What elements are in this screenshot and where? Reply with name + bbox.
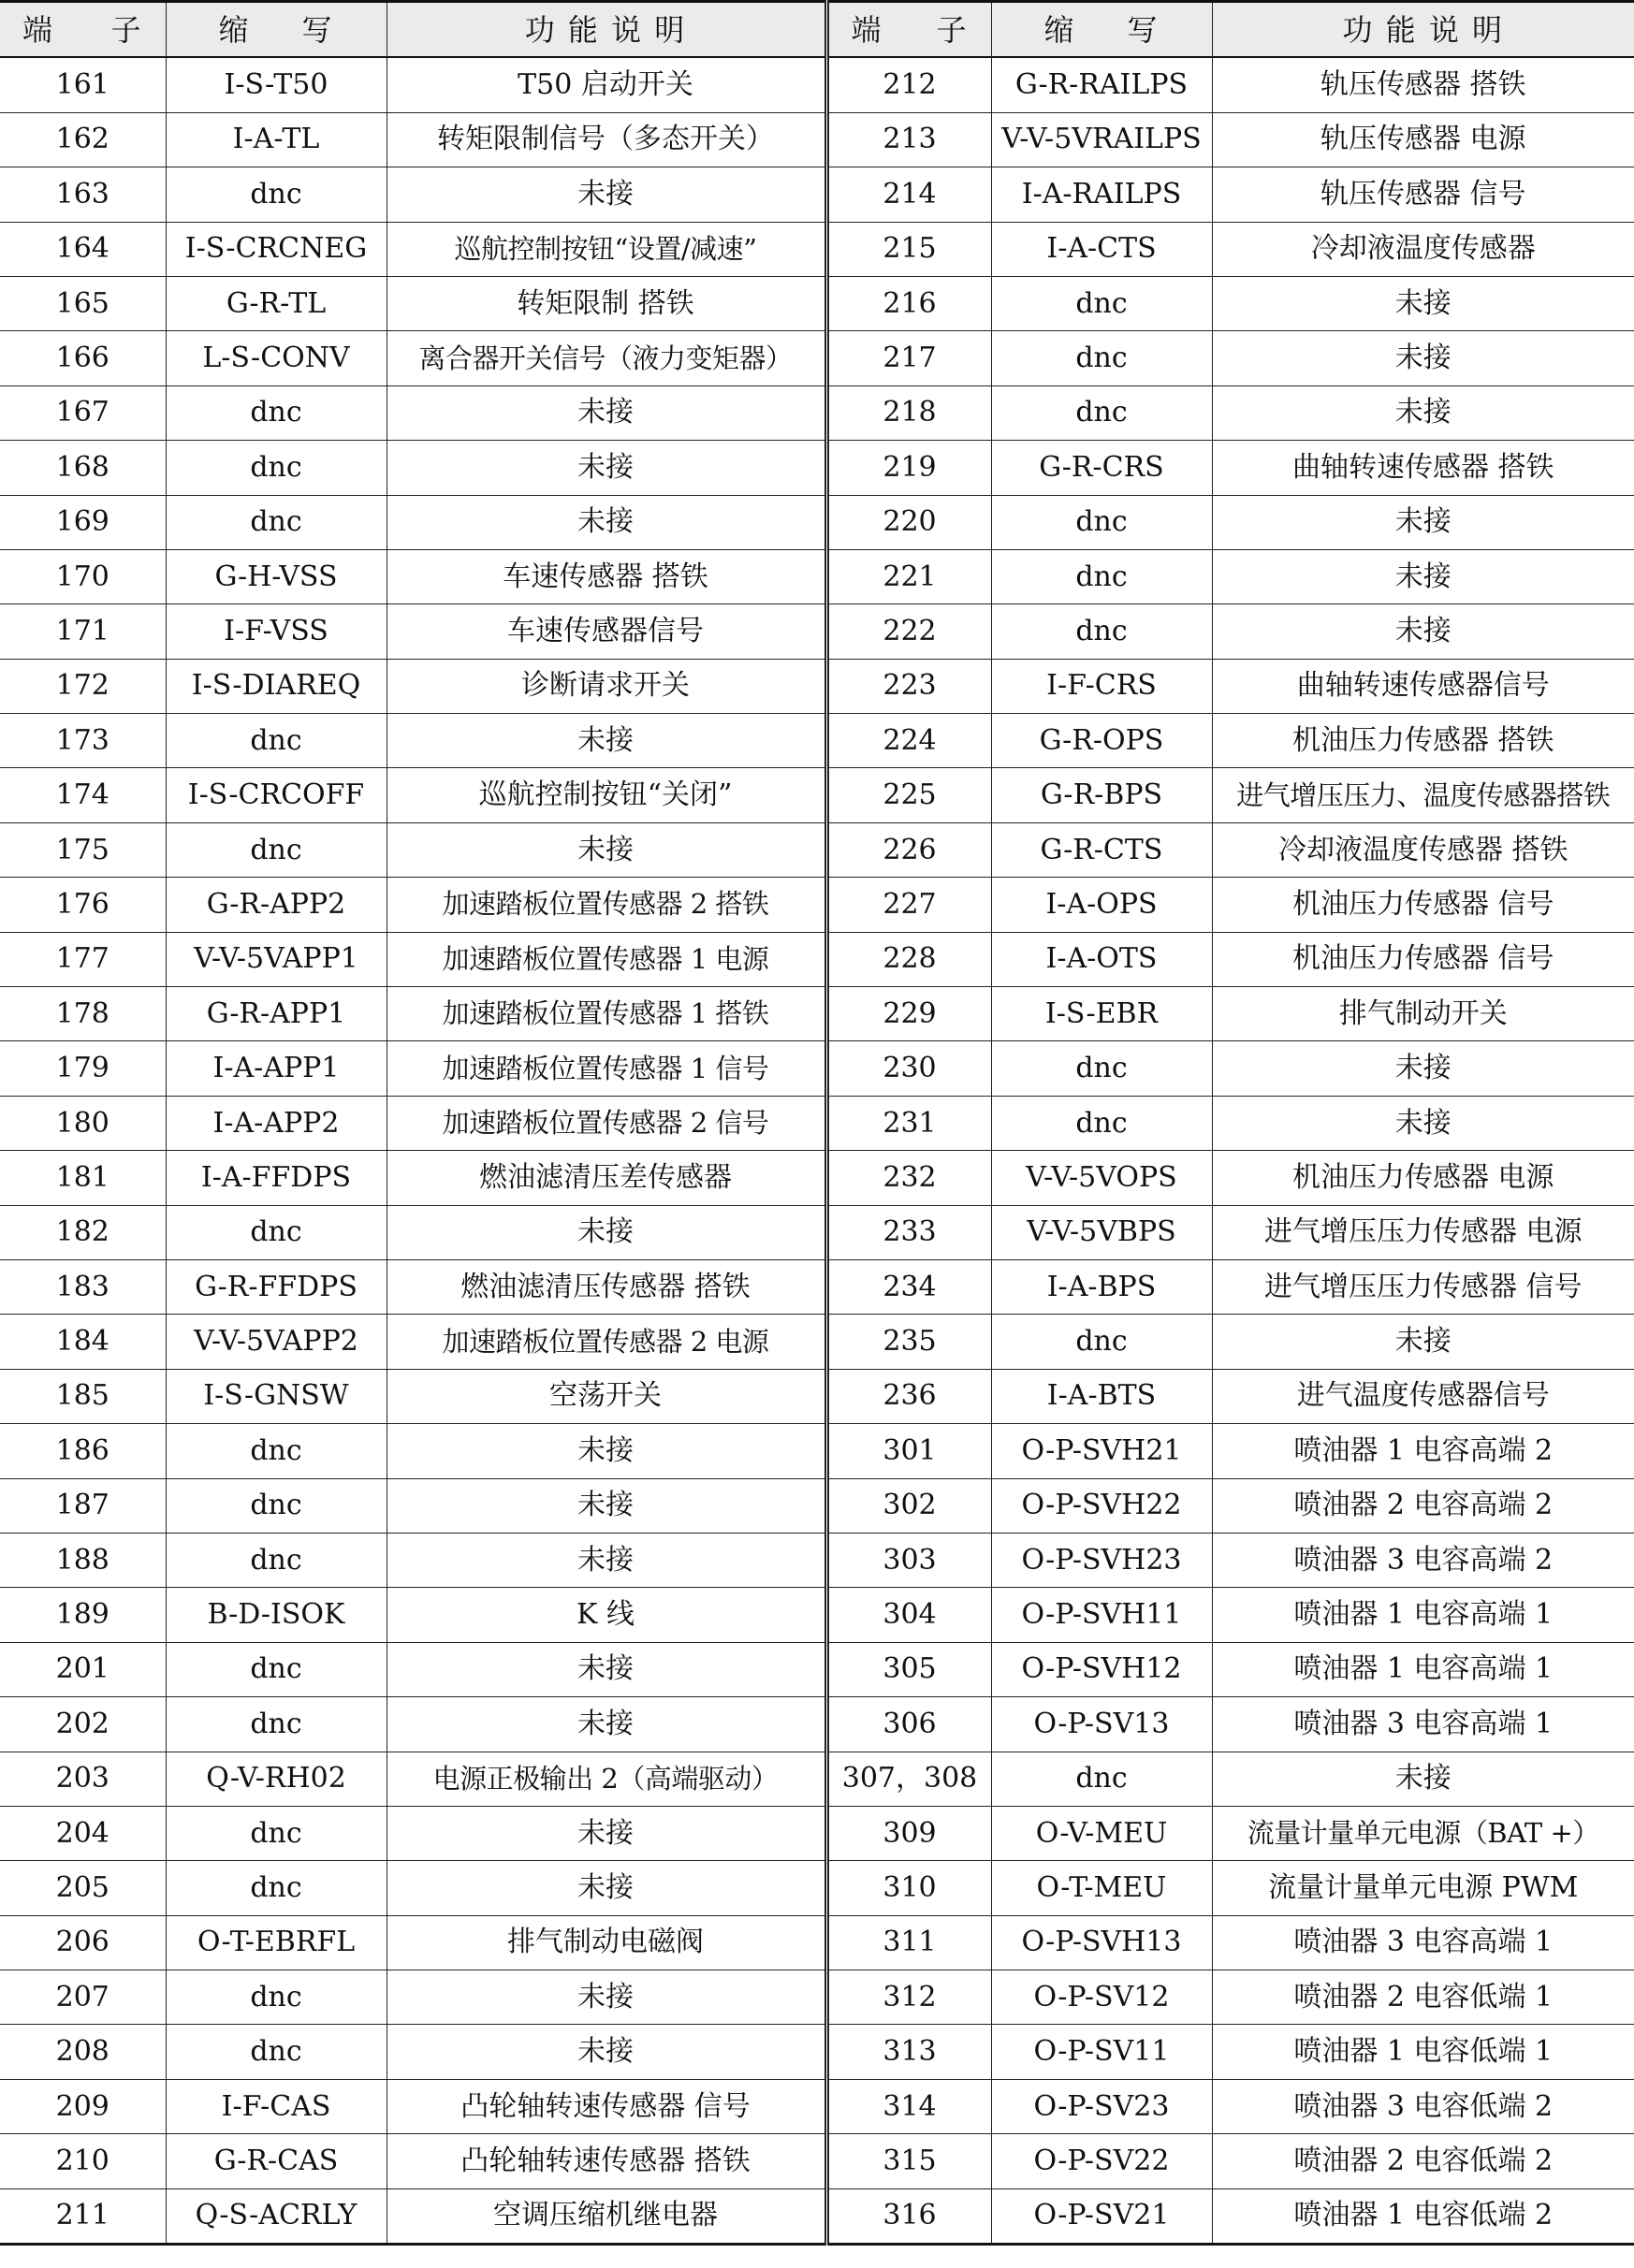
abbr-cell-right: I-F-CRS	[991, 659, 1212, 713]
abbr-cell-left: dnc	[166, 1478, 387, 1533]
abbr-cell-right: dnc	[991, 385, 1212, 440]
abbr-cell-left: I-A-APP1	[166, 1041, 387, 1096]
desc-cell-right: 进气增压压力传感器 信号	[1212, 1259, 1634, 1314]
table-row	[0, 822, 1634, 877]
pin-cell-left: 176	[0, 878, 166, 932]
pin-cell-left: 187	[0, 1478, 166, 1533]
pin-cell-left: 208	[0, 2025, 166, 2079]
desc-cell-left: 未接	[387, 167, 826, 222]
desc-cell-left: 未接	[387, 1478, 826, 1533]
abbr-cell-left: B-D-ISOK	[166, 1588, 387, 1642]
desc-cell-right: 喷油器 1 电容高端 2	[1212, 1424, 1634, 1478]
abbr-cell-right: dnc	[991, 1041, 1212, 1096]
desc-cell-right: 喷油器 2 电容低端 2	[1212, 2134, 1634, 2188]
desc-cell-left: 未接	[387, 441, 826, 495]
pin-cell-right: 301	[826, 1424, 991, 1478]
pin-cell-right: 233	[826, 1205, 991, 1259]
pin-cell-right: 309	[826, 1806, 991, 1860]
table-row	[0, 2188, 1634, 2244]
abbr-cell-left: dnc	[166, 1205, 387, 1259]
pin-cell-left: 164	[0, 222, 166, 276]
table-row	[0, 549, 1634, 603]
table-row	[0, 1151, 1634, 1205]
desc-cell-left: 未接	[387, 495, 826, 549]
pin-cell-left: 166	[0, 331, 166, 385]
desc-cell-right: 机油压力传感器 搭铁	[1212, 714, 1634, 768]
desc-cell-right: 喷油器 1 电容低端 2	[1212, 2188, 1634, 2244]
abbr-cell-left: I-A-APP2	[166, 1096, 387, 1150]
abbr-cell-right: O-P-SV12	[991, 1970, 1212, 2025]
desc-cell-right: 轨压传感器 搭铁	[1212, 57, 1634, 112]
pin-cell-left: 170	[0, 549, 166, 603]
pin-cell-left: 169	[0, 495, 166, 549]
desc-cell-left: 加速踏板位置传感器 1 电源	[387, 932, 826, 986]
desc-cell-left: 未接	[387, 714, 826, 768]
pin-cell-right: 304	[826, 1588, 991, 1642]
abbr-cell-left: I-F-CAS	[166, 2079, 387, 2133]
abbr-cell-right: dnc	[991, 549, 1212, 603]
desc-cell-right: 未接	[1212, 1752, 1634, 1806]
abbr-cell-left: G-R-APP1	[166, 987, 387, 1041]
pin-cell-left: 177	[0, 932, 166, 986]
table-row	[0, 604, 1634, 659]
abbr-cell-left: dnc	[166, 1533, 387, 1587]
abbr-cell-right: I-A-BTS	[991, 1369, 1212, 1423]
pin-cell-right: 232	[826, 1151, 991, 1205]
desc-cell-left: 加速踏板位置传感器 2 信号	[387, 1096, 826, 1150]
abbr-cell-right: I-A-RAILPS	[991, 167, 1212, 222]
pin-cell-right: 313	[826, 2025, 991, 2079]
pin-cell-left: 178	[0, 987, 166, 1041]
desc-cell-right: 冷却液温度传感器	[1212, 222, 1634, 276]
desc-cell-right: 喷油器 1 电容低端 1	[1212, 2025, 1634, 2079]
desc-cell-right: 未接	[1212, 1315, 1634, 1369]
desc-cell-left: 未接	[387, 822, 826, 877]
desc-cell-right: 轨压传感器 电源	[1212, 112, 1634, 167]
table-row	[0, 2134, 1634, 2188]
pin-cell-right: 225	[826, 768, 991, 822]
abbr-cell-right: O-P-SVH23	[991, 1533, 1212, 1587]
desc-cell-right: 喷油器 3 电容高端 1	[1212, 1915, 1634, 1970]
table-row	[0, 1533, 1634, 1587]
desc-cell-left: 燃油滤清压传感器 搭铁	[387, 1259, 826, 1314]
desc-cell-left: 空荡开关	[387, 1369, 826, 1423]
abbr-cell-right: G-R-CTS	[991, 822, 1212, 877]
desc-cell-right: 流量计量单元电源 PWM	[1212, 1861, 1634, 1915]
pin-cell-right: 224	[826, 714, 991, 768]
pin-cell-left: 184	[0, 1315, 166, 1369]
abbr-cell-left: dnc	[166, 385, 387, 440]
table-row	[0, 222, 1634, 276]
table-row	[0, 1752, 1634, 1806]
abbr-cell-left: G-R-TL	[166, 276, 387, 330]
header-desc-right: 功 能 说 明	[1212, 2, 1634, 58]
abbr-cell-right: G-R-OPS	[991, 714, 1212, 768]
table-row	[0, 1424, 1634, 1478]
table-row	[0, 495, 1634, 549]
table-row	[0, 1041, 1634, 1096]
abbr-cell-right: O-P-SVH21	[991, 1424, 1212, 1478]
abbr-cell-right: O-P-SV11	[991, 2025, 1212, 2079]
table-row	[0, 1478, 1634, 1533]
pin-cell-left: 206	[0, 1915, 166, 1970]
pin-cell-left: 203	[0, 1752, 166, 1806]
desc-cell-left: 凸轮轴转速传感器 搭铁	[387, 2134, 826, 2188]
pin-cell-left: 172	[0, 659, 166, 713]
header-abbr-left: 缩 写	[166, 2, 387, 58]
table-row	[0, 878, 1634, 932]
abbr-cell-right: dnc	[991, 1096, 1212, 1150]
abbr-cell-left: I-F-VSS	[166, 604, 387, 659]
desc-cell-right: 冷却液温度传感器 搭铁	[1212, 822, 1634, 877]
pin-cell-left: 179	[0, 1041, 166, 1096]
header-abbr-right: 缩 写	[991, 2, 1212, 58]
table-row	[0, 1369, 1634, 1423]
pin-cell-left: 209	[0, 2079, 166, 2133]
abbr-cell-right: I-A-OPS	[991, 878, 1212, 932]
abbr-cell-left: I-S-CRCNEG	[166, 222, 387, 276]
abbr-cell-right: O-P-SVH13	[991, 1915, 1212, 1970]
table-row	[0, 1697, 1634, 1752]
pin-cell-right: 315	[826, 2134, 991, 2188]
pin-cell-left: 163	[0, 167, 166, 222]
pin-cell-left: 207	[0, 1970, 166, 2025]
pin-cell-left: 168	[0, 441, 166, 495]
desc-cell-left: 未接	[387, 2025, 826, 2079]
abbr-cell-right: O-P-SV22	[991, 2134, 1212, 2188]
table-row	[0, 1970, 1634, 2025]
pin-cell-left: 180	[0, 1096, 166, 1150]
abbr-cell-right: O-P-SVH22	[991, 1478, 1212, 1533]
pin-cell-left: 171	[0, 604, 166, 659]
abbr-cell-left: V-V-5VAPP2	[166, 1315, 387, 1369]
header-desc-left: 功 能 说 明	[387, 2, 826, 58]
table-row	[0, 768, 1634, 822]
desc-cell-right: 喷油器 3 电容高端 1	[1212, 1697, 1634, 1752]
pin-cell-left: 189	[0, 1588, 166, 1642]
desc-cell-right: 流量计量单元电源（BAT +）	[1212, 1806, 1634, 1860]
abbr-cell-right: O-P-SVH11	[991, 1588, 1212, 1642]
pin-cell-left: 185	[0, 1369, 166, 1423]
desc-cell-left: 巡航控制按钮“关闭”	[387, 768, 826, 822]
desc-cell-left: 燃油滤清压差传感器	[387, 1151, 826, 1205]
abbr-cell-right: I-A-OTS	[991, 932, 1212, 986]
table-body	[0, 57, 1634, 2244]
abbr-cell-left: dnc	[166, 167, 387, 222]
desc-cell-left: 加速踏板位置传感器 1 搭铁	[387, 987, 826, 1041]
desc-cell-right: 进气增压压力传感器 电源	[1212, 1205, 1634, 1259]
desc-cell-right: 未接	[1212, 276, 1634, 330]
pin-cell-right: 236	[826, 1369, 991, 1423]
abbr-cell-left: I-S-GNSW	[166, 1369, 387, 1423]
abbr-cell-left: I-A-FFDPS	[166, 1151, 387, 1205]
pin-cell-right: 228	[826, 932, 991, 986]
table-header	[0, 2, 1634, 58]
table-row	[0, 441, 1634, 495]
desc-cell-left: 离合器开关信号（液力变矩器）	[387, 331, 826, 385]
abbr-cell-right: G-R-RAILPS	[991, 57, 1212, 112]
table-row	[0, 112, 1634, 167]
abbr-cell-right: O-P-SVH12	[991, 1642, 1212, 1696]
pin-cell-right: 306	[826, 1697, 991, 1752]
table-row	[0, 1588, 1634, 1642]
pin-cell-right: 230	[826, 1041, 991, 1096]
table-row	[0, 1915, 1634, 1970]
abbr-cell-left: I-A-TL	[166, 112, 387, 167]
abbr-cell-left: dnc	[166, 2025, 387, 2079]
abbr-cell-left: dnc	[166, 1806, 387, 1860]
table-row	[0, 932, 1634, 986]
table-row	[0, 276, 1634, 330]
pin-cell-right: 303	[826, 1533, 991, 1587]
pin-cell-right: 222	[826, 604, 991, 659]
desc-cell-right: 喷油器 1 电容高端 1	[1212, 1642, 1634, 1696]
table-row	[0, 659, 1634, 713]
pin-cell-left: 162	[0, 112, 166, 167]
abbr-cell-left: I-S-DIAREQ	[166, 659, 387, 713]
abbr-cell-right: I-S-EBR	[991, 987, 1212, 1041]
abbr-cell-left: I-S-T50	[166, 57, 387, 112]
desc-cell-left: 空调压缩机继电器	[387, 2188, 826, 2244]
table-row	[0, 1096, 1634, 1150]
desc-cell-right: 未接	[1212, 385, 1634, 440]
table-row	[0, 1259, 1634, 1314]
abbr-cell-right: I-A-BPS	[991, 1259, 1212, 1314]
abbr-cell-left: dnc	[166, 822, 387, 877]
pin-cell-right: 217	[826, 331, 991, 385]
abbr-cell-left: Q-S-ACRLY	[166, 2188, 387, 2244]
pin-cell-left: 201	[0, 1642, 166, 1696]
desc-cell-left: 转矩限制 搭铁	[387, 276, 826, 330]
abbr-cell-right: dnc	[991, 1315, 1212, 1369]
pin-cell-left: 202	[0, 1697, 166, 1752]
desc-cell-left: 车速传感器 搭铁	[387, 549, 826, 603]
desc-cell-left: 未接	[387, 1205, 826, 1259]
pin-cell-right: 312	[826, 1970, 991, 2025]
abbr-cell-left: dnc	[166, 1861, 387, 1915]
abbr-cell-left: G-R-FFDPS	[166, 1259, 387, 1314]
table-row	[0, 331, 1634, 385]
pin-cell-left: 183	[0, 1259, 166, 1314]
abbr-cell-left: G-H-VSS	[166, 549, 387, 603]
abbr-cell-left: G-R-CAS	[166, 2134, 387, 2188]
table-row	[0, 167, 1634, 222]
desc-cell-right: 机油压力传感器 信号	[1212, 878, 1634, 932]
table-row	[0, 385, 1634, 440]
abbr-cell-left: G-R-APP2	[166, 878, 387, 932]
table-row	[0, 1806, 1634, 1860]
desc-cell-left: 诊断请求开关	[387, 659, 826, 713]
desc-cell-right: 未接	[1212, 495, 1634, 549]
desc-cell-right: 未接	[1212, 604, 1634, 659]
desc-cell-right: 未接	[1212, 1041, 1634, 1096]
table-row	[0, 2025, 1634, 2079]
abbr-cell-right: V-V-5VOPS	[991, 1151, 1212, 1205]
pin-cell-left: 173	[0, 714, 166, 768]
desc-cell-left: 巡航控制按钮“设置/减速”	[387, 222, 826, 276]
pin-cell-left: 211	[0, 2188, 166, 2244]
desc-cell-right: 喷油器 2 电容低端 1	[1212, 1970, 1634, 2025]
pin-cell-right: 216	[826, 276, 991, 330]
pin-cell-right: 302	[826, 1478, 991, 1533]
pin-cell-left: 205	[0, 1861, 166, 1915]
pin-cell-right: 231	[826, 1096, 991, 1150]
desc-cell-left: 未接	[387, 1861, 826, 1915]
pin-cell-left: 161	[0, 57, 166, 112]
desc-cell-right: 喷油器 1 电容高端 1	[1212, 1588, 1634, 1642]
desc-cell-left: 未接	[387, 1970, 826, 2025]
abbr-cell-left: dnc	[166, 1697, 387, 1752]
pin-cell-left: 186	[0, 1424, 166, 1478]
desc-cell-right: 进气增压压力、温度传感器搭铁	[1212, 768, 1634, 822]
table-row	[0, 57, 1634, 112]
pin-cell-right: 215	[826, 222, 991, 276]
pin-cell-right: 311	[826, 1915, 991, 1970]
pin-cell-right: 314	[826, 2079, 991, 2133]
abbr-cell-right: O-P-SV13	[991, 1697, 1212, 1752]
abbr-cell-left: dnc	[166, 1970, 387, 2025]
abbr-cell-left: dnc	[166, 714, 387, 768]
table-row	[0, 1861, 1634, 1915]
table-row	[0, 714, 1634, 768]
desc-cell-left: 排气制动电磁阀	[387, 1915, 826, 1970]
abbr-cell-right: V-V-5VRAILPS	[991, 112, 1212, 167]
abbr-cell-right: dnc	[991, 276, 1212, 330]
pin-cell-right: 219	[826, 441, 991, 495]
pin-cell-right: 307，308	[826, 1752, 991, 1806]
desc-cell-left: 电源正极输出 2（高端驱动）	[387, 1752, 826, 1806]
pin-cell-right: 220	[826, 495, 991, 549]
pin-cell-right: 305	[826, 1642, 991, 1696]
pin-cell-left: 210	[0, 2134, 166, 2188]
pin-cell-right: 229	[826, 987, 991, 1041]
pin-cell-right: 213	[826, 112, 991, 167]
desc-cell-left: 转矩限制信号（多态开关）	[387, 112, 826, 167]
desc-cell-left: 未接	[387, 1533, 826, 1587]
table-row	[0, 1642, 1634, 1696]
desc-cell-left: K 线	[387, 1588, 826, 1642]
desc-cell-right: 未接	[1212, 331, 1634, 385]
desc-cell-left: 未接	[387, 1806, 826, 1860]
desc-cell-left: 加速踏板位置传感器 2 搭铁	[387, 878, 826, 932]
abbr-cell-right: V-V-5VBPS	[991, 1205, 1212, 1259]
desc-cell-left: T50 启动开关	[387, 57, 826, 112]
desc-cell-left: 未接	[387, 385, 826, 440]
abbr-cell-left: dnc	[166, 441, 387, 495]
abbr-cell-right: G-R-BPS	[991, 768, 1212, 822]
pin-cell-right: 227	[826, 878, 991, 932]
abbr-cell-right: O-P-SV21	[991, 2188, 1212, 2244]
abbr-cell-right: O-P-SV23	[991, 2079, 1212, 2133]
desc-cell-right: 未接	[1212, 549, 1634, 603]
pin-cell-right: 223	[826, 659, 991, 713]
abbr-cell-left: dnc	[166, 1424, 387, 1478]
pin-cell-left: 174	[0, 768, 166, 822]
pin-cell-left: 165	[0, 276, 166, 330]
header-pin-left: 端 子	[0, 2, 166, 58]
pin-cell-left: 204	[0, 1806, 166, 1860]
abbr-cell-left: L-S-CONV	[166, 331, 387, 385]
abbr-cell-right: O-T-MEU	[991, 1861, 1212, 1915]
table-row	[0, 2079, 1634, 2133]
pin-cell-right: 310	[826, 1861, 991, 1915]
abbr-cell-right: dnc	[991, 604, 1212, 659]
desc-cell-left: 未接	[387, 1642, 826, 1696]
desc-cell-left: 未接	[387, 1697, 826, 1752]
desc-cell-right: 机油压力传感器 信号	[1212, 932, 1634, 986]
pin-cell-right: 234	[826, 1259, 991, 1314]
desc-cell-right: 进气温度传感器信号	[1212, 1369, 1634, 1423]
table-row	[0, 987, 1634, 1041]
desc-cell-left: 凸轮轴转速传感器 信号	[387, 2079, 826, 2133]
abbr-cell-left: I-S-CRCOFF	[166, 768, 387, 822]
pin-cell-right: 235	[826, 1315, 991, 1369]
desc-cell-left: 车速传感器信号	[387, 604, 826, 659]
pin-cell-right: 214	[826, 167, 991, 222]
desc-cell-right: 机油压力传感器 电源	[1212, 1151, 1634, 1205]
abbr-cell-left: dnc	[166, 495, 387, 549]
pin-cell-right: 212	[826, 57, 991, 112]
abbr-cell-right: O-V-MEU	[991, 1806, 1212, 1860]
table-row	[0, 1205, 1634, 1259]
pin-cell-right: 218	[826, 385, 991, 440]
pin-cell-left: 167	[0, 385, 166, 440]
desc-cell-right: 排气制动开关	[1212, 987, 1634, 1041]
pin-cell-left: 182	[0, 1205, 166, 1259]
desc-cell-right: 曲轴转速传感器信号	[1212, 659, 1634, 713]
desc-cell-right: 喷油器 3 电容低端 2	[1212, 2079, 1634, 2133]
desc-cell-left: 加速踏板位置传感器 2 电源	[387, 1315, 826, 1369]
desc-cell-left: 加速踏板位置传感器 1 信号	[387, 1041, 826, 1096]
desc-cell-right: 未接	[1212, 1096, 1634, 1150]
abbr-cell-right: dnc	[991, 495, 1212, 549]
desc-cell-right: 喷油器 3 电容高端 2	[1212, 1533, 1634, 1587]
desc-cell-left: 未接	[387, 1424, 826, 1478]
abbr-cell-left: dnc	[166, 1642, 387, 1696]
pin-cell-left: 181	[0, 1151, 166, 1205]
abbr-cell-right: dnc	[991, 331, 1212, 385]
pin-cell-left: 188	[0, 1533, 166, 1587]
abbr-cell-right: G-R-CRS	[991, 441, 1212, 495]
header-pin-right: 端 子	[826, 2, 991, 58]
pin-cell-right: 316	[826, 2188, 991, 2244]
abbr-cell-right: I-A-CTS	[991, 222, 1212, 276]
abbr-cell-left: V-V-5VAPP1	[166, 932, 387, 986]
abbr-cell-right: dnc	[991, 1752, 1212, 1806]
desc-cell-right: 喷油器 2 电容高端 2	[1212, 1478, 1634, 1533]
desc-cell-right: 轨压传感器 信号	[1212, 167, 1634, 222]
abbr-cell-left: Q-V-RH02	[166, 1752, 387, 1806]
pin-cell-left: 175	[0, 822, 166, 877]
desc-cell-right: 曲轴转速传感器 搭铁	[1212, 441, 1634, 495]
pin-cell-right: 221	[826, 549, 991, 603]
table-row	[0, 1315, 1634, 1369]
abbr-cell-left: O-T-EBRFL	[166, 1915, 387, 1970]
pin-cell-right: 226	[826, 822, 991, 877]
